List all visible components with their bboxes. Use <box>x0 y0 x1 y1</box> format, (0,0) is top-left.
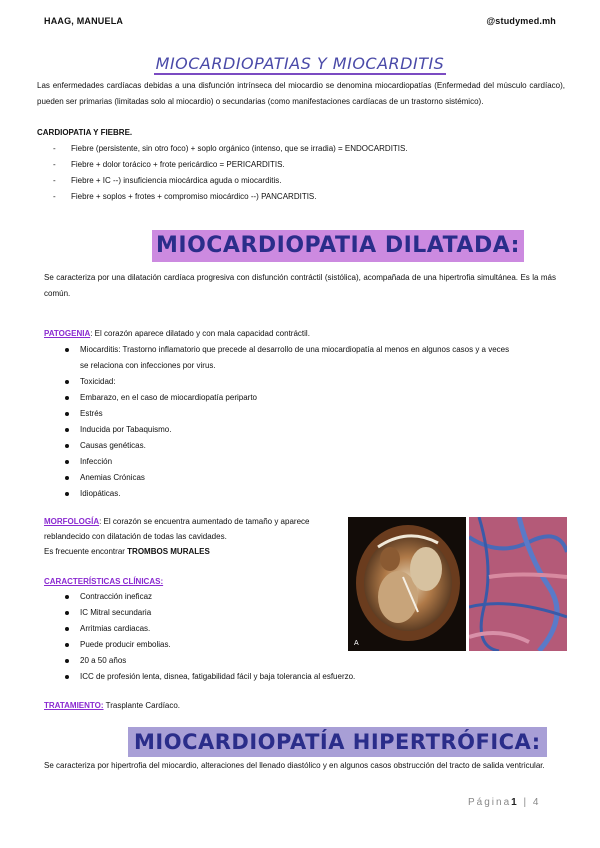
list-item: Infección <box>0 454 560 470</box>
patogenia-text: : El corazón aparece dilatado y con mala capacidad contráctil. <box>90 329 310 338</box>
section-title-hipertrofica: MIOCARDIOPATÍA HIPERTRÓFICA: <box>128 727 547 757</box>
list-item: Arritmias cardiacas. <box>0 621 560 637</box>
document-title: MIOCARDIOPATIAS Y MIOCARDITIS <box>155 54 445 73</box>
patogenia-line <box>44 326 310 341</box>
list-item: - Fiebre + dolor torácico + frote pericárdico = PERICARDITIS. <box>37 157 567 173</box>
list-item: Causas genéticas. <box>0 438 560 454</box>
section-title-dilatada: MIOCARDIOPATIA DILATADA: <box>152 230 524 262</box>
morfologia-block: MORFOLOGÍA: El corazón se encuentra aumentado de tamaño y aparece reblandecido con dilatación de todas las cavidades. Es frecuente encontrar TROMBOS MURALES <box>44 517 310 556</box>
dilatada-description: Se caracteriza por una dilatación cardíaca progresiva con disfunción contráctil (sistólica), acompañada de una hipertrofia simultánea. Es la más común. <box>44 273 556 298</box>
list-item: 20 a 50 años <box>0 653 560 669</box>
list-item: Toxicidad: <box>0 374 560 390</box>
intro-paragraph: Las enfermedades cardíacas debidas a una disfunción intrínseca del miocardio se denomina miocardiopatías (Enfermedad del músculo cardíaco), pueden ser primarias (limitadas solo al miocardio) o secundarias (como manifestaciones cardíacas de un trastorno sistémico). <box>37 81 565 106</box>
svg-text:A: A <box>354 640 359 647</box>
list-item: Idiopáticas. <box>0 486 560 502</box>
list-item: Contracción ineficaz <box>0 589 560 605</box>
list-item: Miocarditis: Trastorno inflamatorio que precede al desarrollo de una miocardiopatía al menos en algunos casos y a veces se relaciona con infecciones por virus. <box>0 342 560 374</box>
list-item: Puede producir embolias. <box>0 637 560 653</box>
page-number: Página1 | 4 <box>468 797 541 808</box>
list-item: Inducida por Tabaquismo. <box>0 422 560 438</box>
list-item: ICC de profesión lenta, disnea, fatigabilidad fácil y baja tolerancia al esfuerzo. <box>0 669 560 685</box>
list-item: - Fiebre + IC --) insuficiencia miocárdica aguda o miocarditis. <box>37 173 567 189</box>
tratamiento-label: TRATAMIENTO: <box>44 701 104 710</box>
fiebre-subheading: CARDIOPATIA Y FIEBRE. <box>37 128 133 137</box>
tratamiento-line: TRATAMIENTO: Trasplante Cardíaco. <box>44 701 181 710</box>
clinicas-heading: CARACTERÍSTICAS CLÍNICAS: <box>44 577 164 586</box>
list-item: Embarazo, en el caso de miocardiopatía periparto <box>0 390 560 406</box>
morfologia-label: MORFOLOGÍA <box>44 517 100 526</box>
list-item: - Fiebre (persistente, sin otro foco) + soplo orgánico (intenso, que se irradia) = ENDOCARDITIS. <box>37 141 567 157</box>
header-author: HAAG, MANUELA <box>44 16 124 26</box>
patogenia-list <box>0 342 560 502</box>
list-item: - Fiebre + soplos + frotes + compromiso miocárdico --) PANCARDITIS. <box>37 189 567 205</box>
clinicas-list <box>0 589 560 685</box>
list-item: Anemias Crónicas <box>0 470 560 486</box>
hipertrofica-description: Se caracteriza por hipertrofia del miocardio, alteraciones del llenado diastólico y en algunos casos obstrucción del tracto de salida ventricular. <box>44 761 545 770</box>
patogenia-label: PATOGENIA <box>44 329 91 338</box>
trombos-murales: TROMBOS MURALES <box>127 547 210 556</box>
list-item: Estrés <box>0 406 560 422</box>
fiebre-list <box>37 141 567 205</box>
list-item: IC Mitral secundaria <box>0 605 560 621</box>
header-handle: @studymed.mh <box>486 16 556 26</box>
